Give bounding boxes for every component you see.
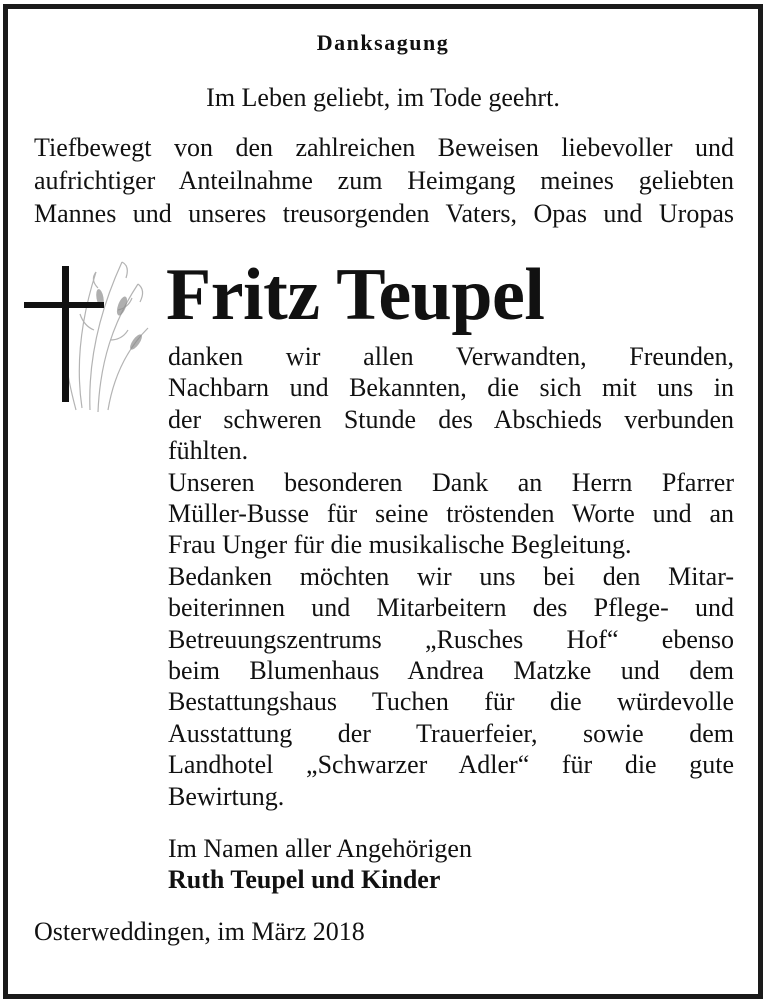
body-line: fühlten. bbox=[168, 436, 249, 466]
body-line: Betreuungszentrums „Rusches Hof“ ebenso bbox=[168, 624, 734, 654]
intro-line: Mannes und unseres treusorgenden Vaters, Opas und Uropas bbox=[34, 199, 734, 228]
body-line: Frau Unger für die musikalische Begleitung. bbox=[168, 530, 632, 560]
intro-paragraph bbox=[34, 131, 734, 230]
body-line: Ausstattung der Trauerfeier, sowie dem bbox=[168, 718, 734, 748]
intro-line: Tiefbewegt von den zahlreichen Beweisen liebevoller und bbox=[34, 133, 734, 162]
body-line: Landhotel „Schwarzer Adler“ für die gute bbox=[168, 750, 734, 780]
intro-line: aufrichtiger Anteilnahme zum Heimgang meines geliebten bbox=[34, 166, 734, 195]
place-date: Osterweddingen, im März 2018 bbox=[34, 917, 365, 946]
signature-line: Im Namen aller Angehörigen bbox=[168, 834, 472, 863]
motto: Im Leben geliebt, im Tode geehrt. bbox=[206, 83, 560, 112]
body-line: Nachbarn und Bekannten, die sich mit uns in bbox=[168, 373, 734, 403]
thanks-paragraph bbox=[168, 341, 734, 812]
body-line: Müller-Busse für seine tröstenden Worte und an bbox=[168, 499, 734, 529]
body-line: Bedanken möchten wir uns bei den Mitar- bbox=[168, 561, 734, 591]
body-line: der schweren Stunde des Abschieds verbunden bbox=[168, 404, 734, 434]
signature-block bbox=[168, 833, 472, 895]
notice-heading: Danksagung bbox=[316, 30, 450, 55]
signatories: Ruth Teupel und Kinder bbox=[168, 865, 441, 894]
body-line: Unseren besonderen Dank an Herrn Pfarrer bbox=[168, 467, 734, 497]
body-line: Bewirtung. bbox=[168, 781, 285, 811]
body-line: beiterinnen und Mitarbeitern des Pflege- und bbox=[168, 593, 734, 623]
body-line: danken wir allen Verwandten, Freunden, bbox=[168, 342, 734, 371]
body-line: Bestattungshaus Tuchen für die würdevolle bbox=[168, 687, 734, 717]
cross-with-grass-icon bbox=[18, 250, 158, 415]
deceased-name: Fritz Teupel bbox=[166, 254, 545, 336]
body-line: beim Blumenhaus Andrea Matzke und dem bbox=[168, 656, 734, 686]
